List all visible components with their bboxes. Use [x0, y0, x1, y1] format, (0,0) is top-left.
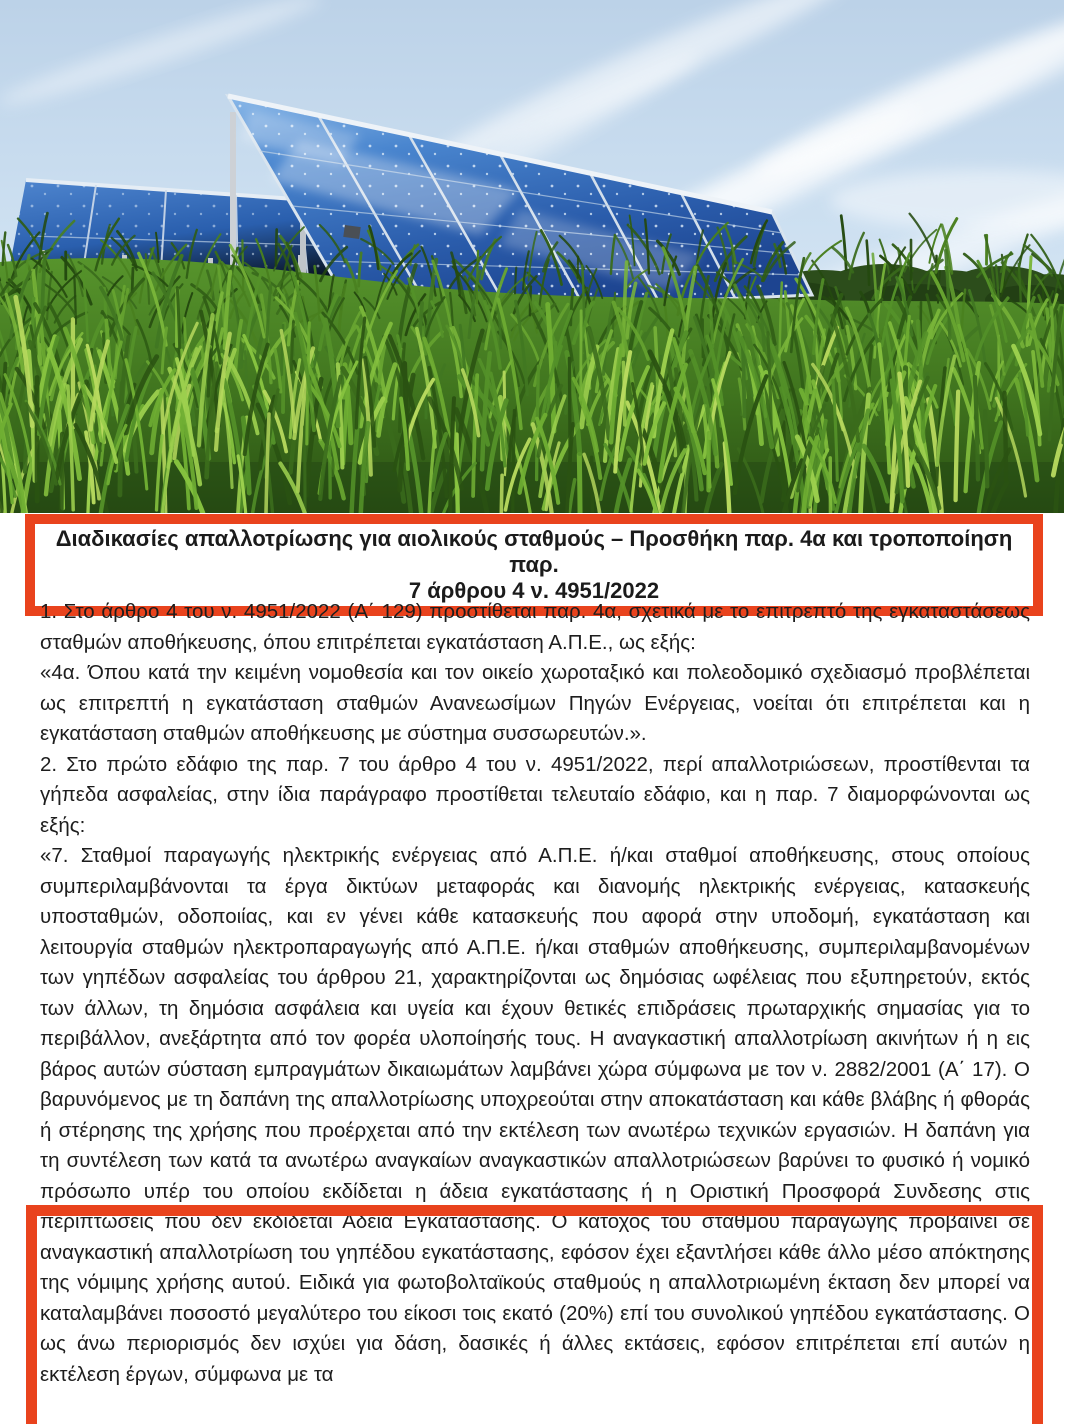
body-text [40, 597, 1030, 1390]
paragraph-3: 2. Στο πρώτο εδάφιο της παρ. 7 του άρθρο 4 του ν. 4951/2022, περί απαλλοτριώσεων, προστίθενται τα γήπεδα ασφαλείας, στην ίδια παράγραφο προστίθεται τελευταίο εδάφιο, και η παρ. 7 διαμορφώνονται ως εξής: [40, 752, 1030, 837]
paragraph-2: «4α. Όπου κατά την κειμένη νομοθεσία και τον οικείο χωροταξικό και πολεοδομικό σχεδιασμό προβλέπεται ως επιτρεπτή η εγκατάσταση σταθμών Ανανεωσίμων Πηγών Ενέργειας, νοείται ότι επιτρέπεται και η εγκατάσταση σταθμών αποθήκευσης με σύστημα συσσωρευτών.». [40, 661, 1030, 745]
page-title-line-1: Διαδικασίες απαλλοτρίωσης για αιολικούς σταθμούς – Προσθήκη παρ. 4α και τροποποίηση παρ. [55, 526, 1013, 577]
page-title-line-2: 7 άρθρου 4 ν. 4951/2022 [408, 578, 660, 603]
junction-box [343, 225, 361, 239]
hero-image [0, 0, 1064, 513]
paragraph-1: 1. Στο άρθρο 4 του ν. 4951/2022 (Α΄ 129) προστίθεται παρ. 4α, σχετικά με το επιτρεπτό της εγκαταστάσεως σταθμών αποθήκευσης, όπου επιτρέπεται εγκατάσταση Α.Π.Ε., ως εξής: [40, 600, 1030, 654]
paragraph-4: «7. Σταθμοί παραγωγής ηλεκτρικής ενέργειας από Α.Π.Ε. ή/και σταθμοί αποθήκευσης, στους οποίους συμπεριλαμβάνονται τα έργα δικτύων μεταφοράς και διανομής ηλεκτρικής ενέργειας, κατασκευής υποσταθμών, οδοποιίας, και εν γένει κάθε κατασκευής που αφορά στην υποδομή, εγκατάσταση και λειτουργία σταθμών ηλεκτροπαραγωγής από Α.Π.Ε. ή/και σταθμών αποθήκευσης, συμπεριλαμβανομένων των γηπέδων ασφαλείας του άρθρου 21, χαρακτηρίζονται ως δημόσιας ωφέλειας που εξυπηρετούν, εκτός των άλλων, τη δημόσια ασφάλεια και υγεία και έχουν θετικές επιδράσεις πρωταρχικής σημασίας για το περιβάλλον, ανεξάρτητα από τον φορέα υλοποίησής τους. Η αναγκαστική απαλλοτρίωση ακινήτων ή η εις βάρος αυτών σύσταση εμπραγμάτων δικαιωμάτων λαμβάνει χώρα σύμφωνα με τον ν. 2882/2001 (Α΄ 17). Ο βαρυνόμενος με τη δαπάνη της απαλλοτρίωσης υποχρεούται στην αποκατάσταση και κάθε βλάβης ή φθοράς ή στέρησης της χρήσης που προέρχεται από την εκτέλεση των ανωτέρω τεχνικών εργασιών. Η δαπάνη για τη συντέλεση των κατά τα ανωτέρω αναγκαίων αναγκαστικών απαλλοτριώσεων βαρύνει το φυσικό ή νομικό πρόσωπο υπέρ του οποίου εκδίδεται η άδεια εγκατάστασης ή η Οριστική Προσφορά Συνδεσης στις περιπτώσεις που δεν εκδίδεται Αδεια Εγκατάστασης. Ο κάτοχος του σταθμού παραγωγής προβαίνει σε αναγκαστική απαλλοτρίωση του γηπέδου εγκατάστασης, εφόσον έχει εξαντλήσει κάθε άλλο μέσο απόκτησης της νόμιμης χρήσης αυτού. Ειδικά για φωτοβολταϊκούς σταθμούς η απαλλοτριωμένη έκταση δεν μπορεί να καταλαμβάνει ποσοστό μεγαλύτερο του είκοσι τοις εκατό (20%) επί του συνολικού γηπέδου εγκατάστασης. Ο ως άνω περιορισμός δεν ισχύει για δάση, δασικές ή άλλες εκτάσεις, εφόσον επιτρέπεται επί αυτών η εκτέλεση έργων, σύμφωνα με τα [40, 844, 1030, 1386]
